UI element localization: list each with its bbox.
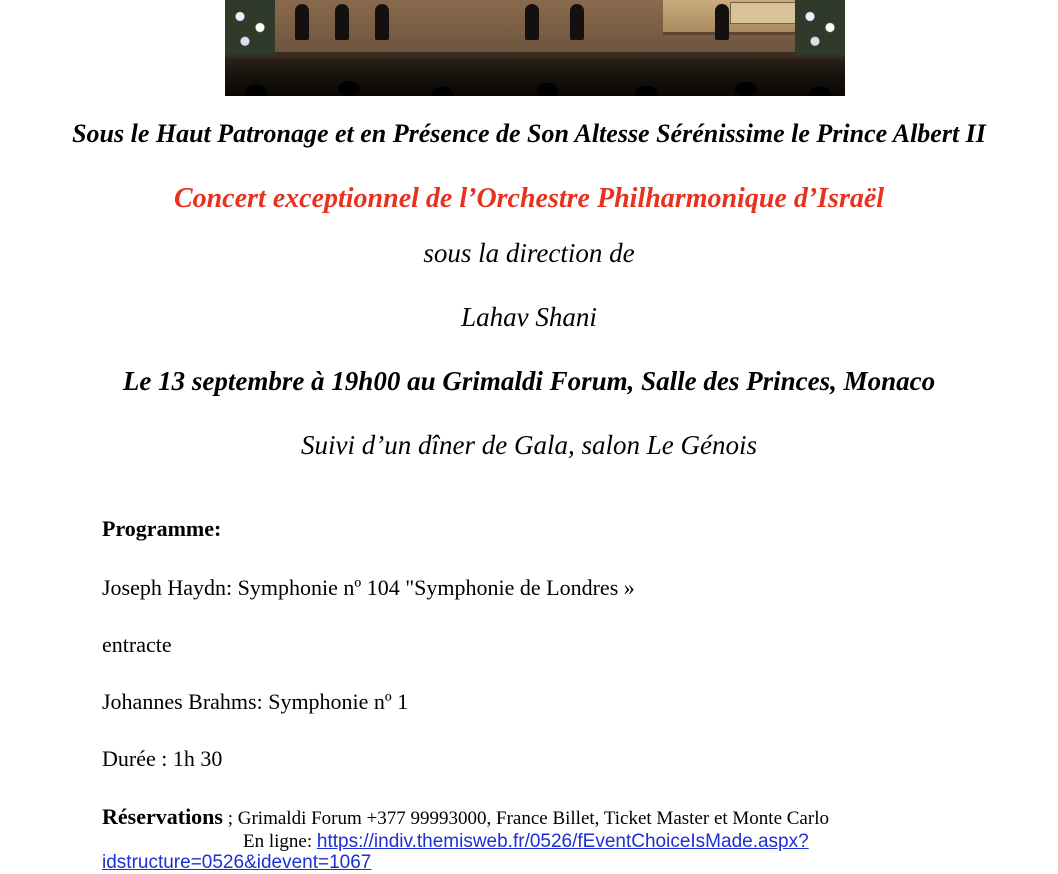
programme-item: Johannes Brahms: Symphonie nº 1 — [102, 689, 409, 714]
patronage-line: Sous le Haut Patronage et en Présence de Son Altesse Sérénissime le Prince Albert II — [72, 119, 986, 148]
booking-link[interactable]: https://indiv.themisweb.fr/0526/fEventChoiceIsMade.aspx? — [316, 831, 809, 852]
duration: Durée : 1h 30 — [102, 746, 223, 771]
musician-figure — [525, 4, 539, 40]
musician-figure — [295, 4, 309, 40]
programme-heading: Programme: — [102, 516, 222, 541]
reservations-label: Réservations — [102, 804, 223, 829]
musician-figure — [335, 4, 349, 40]
programme-item: entracte — [102, 632, 172, 657]
direction-line: sous la direction de — [423, 238, 635, 268]
musician-figure — [570, 4, 584, 40]
booking-link-continued[interactable]: idstructure=0526&idevent=1067 — [102, 852, 372, 873]
musician-figure — [715, 4, 729, 40]
reservations-line — [102, 804, 829, 830]
musician-figure — [375, 4, 389, 40]
online-label: En ligne: — [243, 831, 317, 852]
online-line — [243, 831, 809, 853]
dinner-line: Suivi d’un dîner de Gala, salon Le Génois — [301, 430, 757, 460]
audience — [225, 58, 845, 96]
flower-arrangement-left — [225, 0, 275, 55]
flower-arrangement-right — [795, 0, 845, 55]
concert-photo — [225, 0, 845, 96]
date-venue-line: Le 13 septembre à 19h00 au Grimaldi Forum, Salle des Princes, Monaco — [122, 366, 936, 396]
conductor-name: Lahav Shani — [461, 302, 597, 332]
concert-title: Concert exceptionnel de l’Orchestre Philharmonique d’Israël — [173, 183, 885, 214]
reservations-details: ; Grimaldi Forum +377 99993000, France Billet, Ticket Master et Monte Carlo — [222, 808, 829, 829]
programme-item: Joseph Haydn: Symphonie nº 104 "Symphonie de Londres » — [102, 575, 635, 600]
